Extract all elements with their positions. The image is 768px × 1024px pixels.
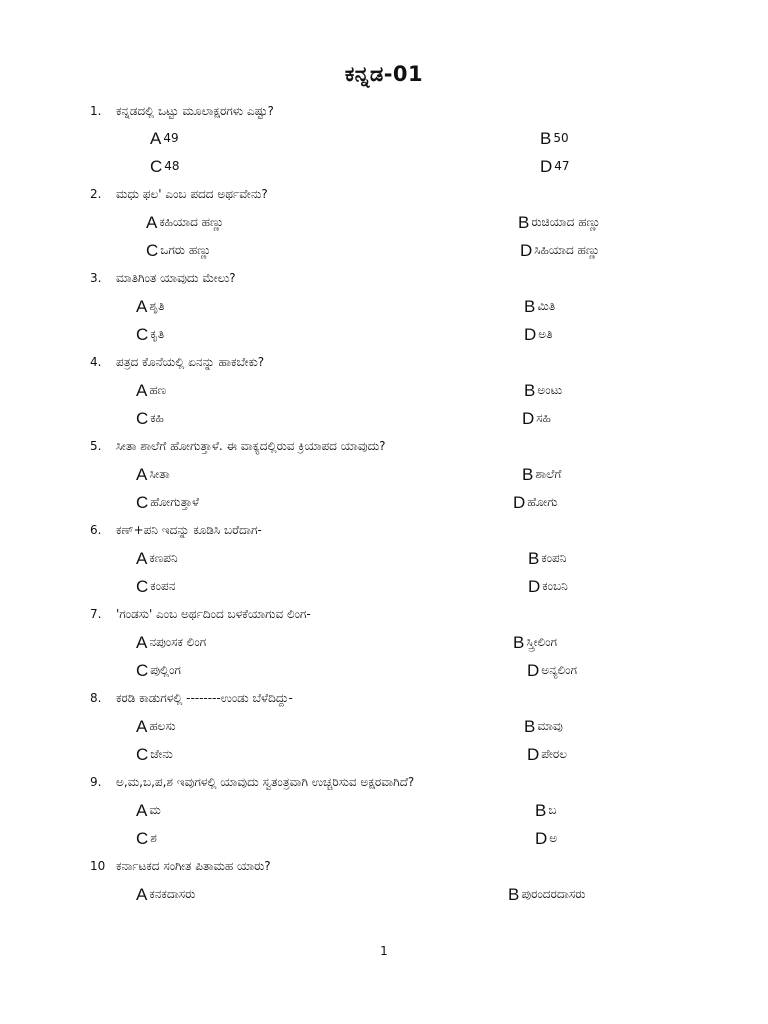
option-letter: D — [528, 577, 541, 596]
option-text: ಕಂಪನಿ — [541, 551, 567, 565]
option-letter: B — [528, 549, 540, 568]
option-text: ಕಹಿ — [150, 411, 164, 425]
question-10 — [90, 859, 271, 874]
option-d — [522, 409, 551, 429]
option-d — [520, 241, 600, 261]
option-text: ಕಣಪನಿ — [149, 551, 178, 565]
option-text: ಸ್ತ್ರೀಲಿಂಗ — [526, 635, 558, 649]
option-c — [136, 661, 181, 681]
option-b — [513, 633, 557, 653]
option-text: ಪುರಂದರದಾಸರು — [521, 887, 586, 901]
option-letter: A — [136, 381, 148, 400]
option-letter: A — [136, 633, 148, 652]
option-a — [136, 381, 166, 401]
option-text: ಶ — [150, 831, 157, 845]
option-d — [527, 745, 567, 765]
option-b — [508, 885, 585, 905]
page-number: 1 — [380, 944, 388, 958]
question-number: 7. — [90, 607, 102, 621]
question-text: ಕರಡಿ ಕಾಡುಗಳಲ್ಲಿ --------ಉಂಡು ಬೆಳೆದಿದ್ದು- — [116, 691, 293, 705]
option-letter: A — [146, 213, 158, 232]
option-b — [524, 297, 555, 317]
option-letter: B — [508, 885, 520, 904]
option-letter: D — [527, 745, 540, 764]
option-d — [528, 577, 568, 597]
option-d — [540, 157, 570, 177]
option-text: ಕಹಿಯಾದ ಹಣ್ಣು — [159, 215, 224, 229]
question-number: 2. — [90, 187, 102, 201]
option-text: ಬ — [548, 803, 557, 817]
option-letter: C — [136, 493, 149, 512]
question-2 — [90, 187, 268, 202]
option-letter: C — [136, 409, 149, 428]
option-text: ಮಾವು — [537, 719, 563, 733]
option-b — [518, 213, 601, 233]
question-number: 3. — [90, 271, 102, 285]
option-letter: C — [136, 577, 149, 596]
option-letter: D — [527, 661, 540, 680]
option-letter: C — [136, 661, 149, 680]
question-6 — [90, 523, 262, 538]
option-letter: B — [524, 717, 536, 736]
option-text: ಶೃತಿ — [149, 299, 165, 313]
option-b — [535, 801, 556, 821]
option-c — [136, 325, 164, 345]
option-a — [136, 633, 206, 653]
option-a — [136, 801, 161, 821]
question-4 — [90, 355, 264, 370]
option-letter: A — [136, 465, 148, 484]
question-5 — [90, 439, 386, 454]
option-text: ಮಿತಿ — [537, 299, 556, 313]
option-letter: C — [136, 745, 149, 764]
option-letter: C — [146, 241, 159, 260]
option-c — [150, 157, 180, 177]
option-letter: D — [522, 409, 535, 428]
question-number: 5. — [90, 439, 102, 453]
option-letter: C — [136, 325, 149, 344]
option-c — [136, 829, 157, 849]
question-text: ಮಧು ಫಲ' ಎಂಬ ಪದದ ಅರ್ಥವೇನು? — [116, 187, 268, 201]
option-text: 47 — [554, 159, 570, 173]
option-b — [528, 549, 566, 569]
option-c — [146, 241, 211, 261]
option-text: 49 — [163, 131, 179, 145]
option-b — [524, 717, 563, 737]
option-letter: D — [513, 493, 526, 512]
option-text: ಪುಲ್ಲಿಂಗ — [150, 663, 181, 677]
question-text: ಕನ್ನಡದಲ್ಲಿ ಒಟ್ಟು ಮೂಲಾಕ್ಷರಗಳು ಎಷ್ಟು? — [116, 104, 274, 118]
option-letter: A — [136, 297, 148, 316]
question-number: 10 — [90, 859, 106, 873]
option-text: ಕೃತಿ — [150, 327, 165, 341]
option-letter: D — [535, 829, 548, 848]
option-text: ಸಿಹಿಯಾದ ಹಣ್ಣು — [534, 243, 600, 257]
option-letter: C — [150, 157, 163, 176]
question-text: ಸೀತಾ ಶಾಲೆಗೆ ಹೋಗುತ್ತಾಳೆ. ಈ ವಾಕ್ಯದಲ್ಲಿರುವ ಕ್ರಿಯಾಪದ ಯಾವುದು? — [116, 439, 386, 453]
option-text: ಕಂಪನ — [150, 579, 176, 593]
option-d — [527, 661, 577, 681]
question-1 — [90, 104, 274, 119]
option-text: ಜೇನು — [150, 747, 173, 761]
option-b — [522, 465, 561, 485]
option-text: ಸೀತಾ — [149, 467, 170, 481]
option-d — [513, 493, 558, 513]
option-text: ಅತಿ — [538, 327, 553, 341]
question-8 — [90, 691, 293, 706]
option-c — [136, 493, 199, 513]
option-letter: A — [150, 129, 162, 148]
option-text: ಪೇರಲ — [541, 747, 568, 761]
option-letter: A — [136, 717, 148, 736]
option-text: ಹಲಸು — [149, 719, 176, 733]
option-c — [136, 577, 175, 597]
question-text: ಕಣ್+ಪನಿ ಇದನ್ನು ಕೂಡಿಸಿ ಬರೆದಾಗ- — [116, 523, 262, 537]
question-text: ಮಾತಿಗಿಂತ ಯಾವುದು ಮೇಲು? — [116, 271, 236, 285]
option-letter: A — [136, 885, 148, 904]
option-text: ಕನಕದಾಸರು — [149, 887, 196, 901]
option-letter: B — [540, 129, 552, 148]
option-c — [136, 409, 164, 429]
option-letter: A — [136, 549, 148, 568]
option-letter: D — [520, 241, 533, 260]
option-text: ರುಚಿಯಾದ ಹಣ್ಣು — [531, 215, 601, 229]
option-text: 48 — [164, 159, 180, 173]
option-a — [136, 885, 195, 905]
page-title: ಕನ್ನಡ-01 — [344, 62, 424, 86]
option-text: ಹೋಗುತ್ತಾಳೆ — [150, 495, 200, 509]
question-number: 4. — [90, 355, 102, 369]
option-letter: B — [513, 633, 525, 652]
question-number: 9. — [90, 775, 102, 789]
option-d — [535, 829, 557, 849]
option-letter: B — [524, 297, 536, 316]
question-number: 8. — [90, 691, 102, 705]
question-3 — [90, 271, 236, 286]
question-7 — [90, 607, 311, 622]
question-number: 1. — [90, 104, 102, 118]
option-letter: A — [136, 801, 148, 820]
option-a — [136, 549, 178, 569]
option-text: ಹೋಗು — [527, 495, 558, 509]
option-a — [146, 213, 224, 233]
question-9 — [90, 775, 414, 790]
question-text: ಅ,ಮ,ಬ,ಪ,ಶ ಇವುಗಳಲ್ಲಿ ಯಾವುದು ಸ್ವತಂತ್ರವಾಗಿ ಉಚ್ಚರಿಸುವ ಅಕ್ಷರವಾಗಿದೆ? — [116, 775, 415, 789]
option-b — [540, 129, 569, 149]
option-text: ಅಂಟು — [537, 383, 563, 397]
question-text: 'ಗಂಡಸು' ಎಂಬ ಅರ್ಥದಿಂದ ಬಳಕೆಯಾಗುವ ಲಿಂಗ- — [116, 607, 311, 621]
option-text: ಸಹಿ — [536, 411, 551, 425]
option-letter: C — [136, 829, 149, 848]
option-a — [136, 717, 176, 737]
question-number: 6. — [90, 523, 102, 537]
option-a — [150, 129, 179, 149]
option-a — [136, 297, 164, 317]
option-text: ಒಗರು ಹಣ್ಣು — [160, 243, 212, 257]
option-letter: B — [518, 213, 530, 232]
option-text: ಶಾಲೆಗೆ — [535, 467, 562, 481]
option-a — [136, 465, 170, 485]
option-text: ಮ — [149, 803, 161, 817]
option-letter: D — [524, 325, 537, 344]
option-b — [524, 381, 562, 401]
option-text: ಕಂಬನಿ — [542, 579, 568, 593]
option-text: 50 — [553, 131, 569, 145]
option-text: ಅ — [549, 831, 558, 845]
option-letter: D — [540, 157, 553, 176]
question-text: ಕರ್ನಾಟಕದ ಸಂಗೀತ ಪಿತಾಮಹ ಯಾರು? — [116, 859, 271, 873]
option-text: ನಪುಂಸಕ ಲಿಂಗ — [149, 635, 207, 649]
option-text: ಅನ್ಯಲಿಂಗ — [541, 663, 577, 677]
option-d — [524, 325, 553, 345]
option-letter: B — [522, 465, 534, 484]
question-text: ಪತ್ರದ ಕೊನೆಯಲ್ಲಿ ಏನನ್ನು ಹಾಕಬೇಕು? — [116, 355, 265, 369]
option-c — [136, 745, 173, 765]
option-letter: B — [535, 801, 547, 820]
option-text: ಹಣ — [149, 383, 167, 397]
option-letter: B — [524, 381, 536, 400]
